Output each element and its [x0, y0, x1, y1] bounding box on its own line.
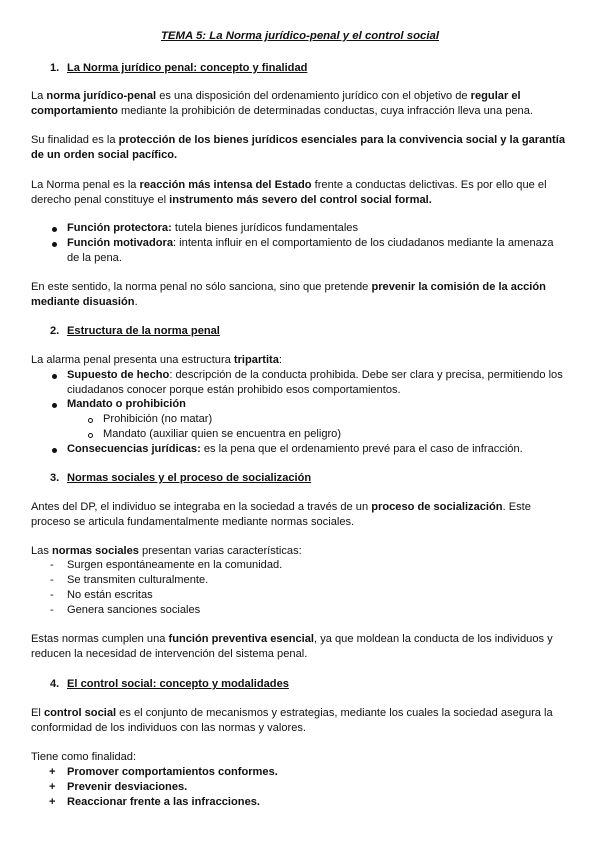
dash-icon: -	[50, 604, 54, 616]
bullet-icon	[52, 403, 57, 408]
circle-bullet-icon	[88, 418, 93, 423]
s3-dash-item-2: Se transmiten culturalmente.	[67, 574, 209, 586]
section-4-number: 4.	[50, 678, 60, 690]
s3-paragraph-3-line-1: Estas normas cumplen una función preventiva esencial, ya que moldean la conducta de los individuos y	[31, 633, 553, 645]
s1-paragraph-2-line-1: Su finalidad es la protección de los bienes jurídicos esenciales para la convivencia social y la garantía	[31, 134, 565, 146]
section-2-heading: Estructura de la norma penal	[67, 325, 220, 337]
dash-icon: -	[50, 589, 54, 601]
s1-paragraph-3-line-1: La Norma penal es la reacción más intensa del Estado frente a conductas delictivas. Es por ello que el	[31, 179, 547, 191]
circle-bullet-icon	[88, 433, 93, 438]
section-1-heading: La Norma jurídico penal: concepto y finalidad	[67, 62, 308, 74]
s2-sub-item-2: Mandato (auxiliar quien se encuentra en peligro)	[103, 428, 342, 440]
s1-paragraph-4-line-2: mediante disuasión.	[31, 296, 138, 308]
s1-bullet-2-line-2: de la pena.	[67, 252, 122, 264]
s3-dash-item-1: Surgen espontáneamente en la comunidad.	[67, 559, 283, 571]
section-1-number: 1.	[50, 62, 60, 74]
s3-paragraph-3-line-2: reducen la necesidad de intervención del sistema penal.	[31, 648, 308, 660]
s4-paragraph-1-line-1: El control social es el conjunto de mecanismos y estrategias, mediante los cuales la sociedad asegura la	[31, 707, 553, 719]
section-3-heading: Normas sociales y el proceso de socialización	[67, 472, 312, 484]
s4-paragraph-1-line-2: conformidad de los individuos con las normas y valores.	[31, 722, 307, 734]
s2-bullet-1-line-2: ciudadanos conocer porque están prohibido esos comportamientos.	[67, 384, 401, 396]
s2-bullet-2: Mandato o prohibición	[67, 398, 186, 410]
s2-intro: La alarma penal presenta una estructura tripartita:	[31, 354, 282, 366]
section-4-heading: El control social: concepto y modalidades	[67, 678, 289, 690]
s4-plus-item-1: Promover comportamientos conformes.	[67, 766, 278, 778]
s3-dash-item-3: No están escritas	[67, 589, 153, 601]
s1-paragraph-3-line-2: derecho penal constituye el instrumento más severo del control social formal.	[31, 194, 432, 206]
s4-plus-item-3: Reaccionar frente a las infracciones.	[67, 796, 260, 808]
s1-bullet-1: Función protectora: tutela bienes jurídicos fundamentales	[67, 222, 359, 234]
s4-paragraph-2: Tiene como finalidad:	[31, 751, 137, 763]
plus-icon: +	[49, 796, 56, 808]
s1-paragraph-1-line-1: La norma jurídico-penal es una disposición del ordenamiento jurídico con el objetivo de regular el	[31, 90, 521, 102]
bullet-icon	[52, 227, 57, 232]
s1-paragraph-2-line-2: de un orden social pacífico.	[31, 149, 178, 161]
s1-paragraph-4-line-1: En este sentido, la norma penal no sólo sanciona, sino que pretende prevenir la comisión de la acción	[31, 281, 546, 293]
s3-dash-item-4: Genera sanciones sociales	[67, 604, 201, 616]
bullet-icon	[52, 448, 57, 453]
dash-icon: -	[50, 559, 54, 571]
s3-paragraph-1-line-2: proceso se articula fundamentalmente mediante normas sociales.	[31, 516, 355, 528]
s3-paragraph-1-line-1: Antes del DP, el individuo se integraba en la sociedad a través de un proceso de socialización. Este	[31, 501, 531, 513]
bullet-icon	[52, 242, 57, 247]
s2-bullet-1: Supuesto de hecho: descripción de la conducta prohibida. Debe ser clara y precisa, permitiendo los	[67, 369, 563, 381]
s3-paragraph-2: Las normas sociales presentan varias características:	[31, 545, 302, 557]
section-3-number: 3.	[50, 472, 60, 484]
bullet-icon	[52, 374, 57, 379]
plus-icon: +	[49, 766, 56, 778]
section-2-number: 2.	[50, 325, 60, 337]
plus-icon: +	[49, 781, 56, 793]
dash-icon: -	[50, 574, 54, 586]
s4-plus-item-2: Prevenir desviaciones.	[67, 781, 188, 793]
s1-paragraph-1-line-2: comportamiento mediante la prohibición de determinadas conductas, cuya infracción lleva una pena.	[31, 105, 533, 117]
s2-bullet-3: Consecuencias jurídicas: es la pena que el ordenamiento prevé para el caso de infracción.	[67, 443, 523, 455]
s2-sub-item-1: Prohibición (no matar)	[103, 413, 213, 425]
document-title: TEMA 5: La Norma jurídico-penal y el control social	[160, 30, 440, 42]
s1-bullet-2: Función motivadora: intenta influir en el comportamiento de los ciudadanos mediante la amenaza	[67, 237, 554, 249]
